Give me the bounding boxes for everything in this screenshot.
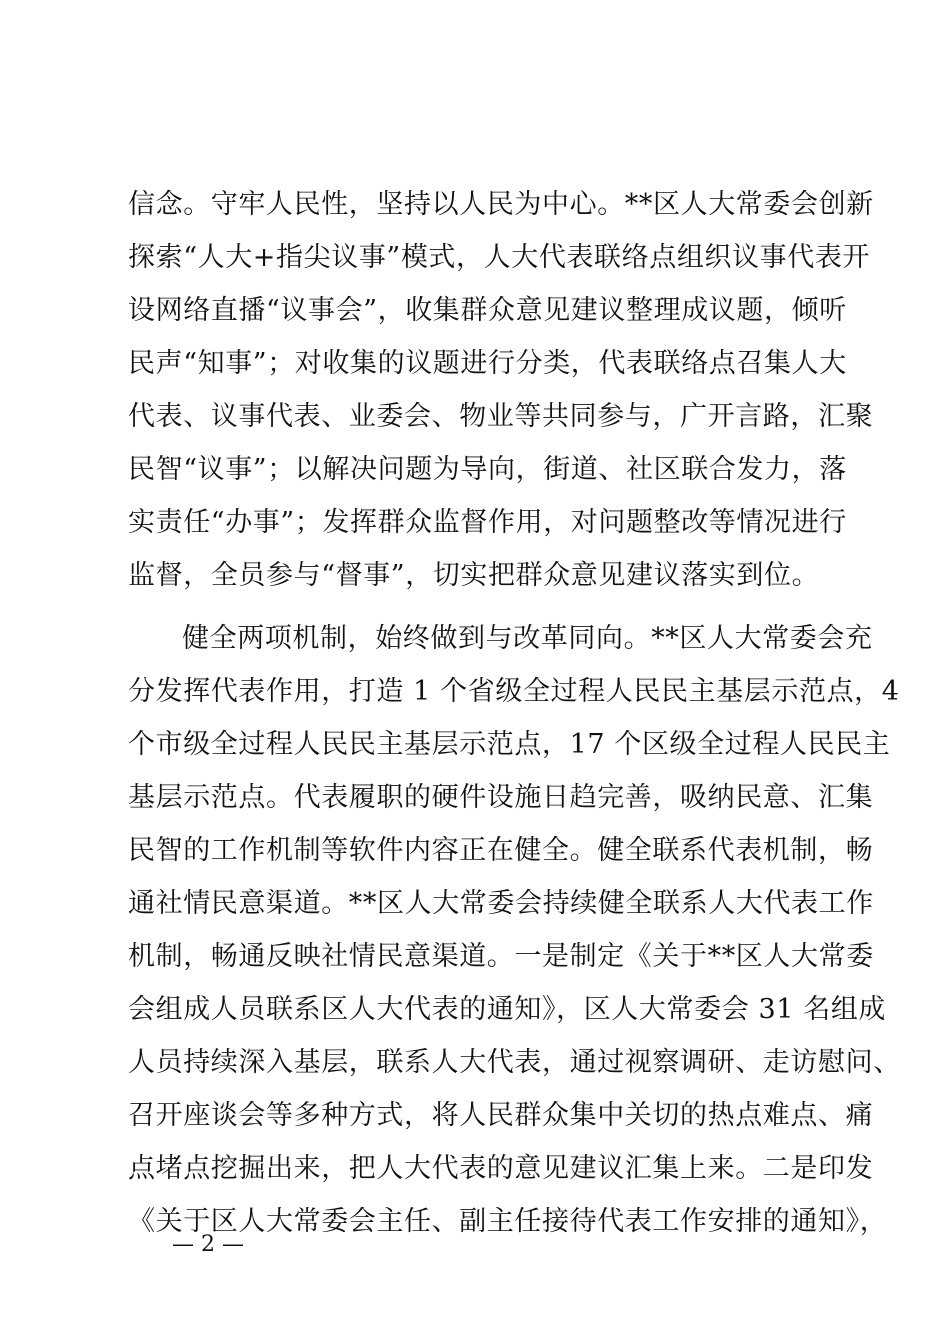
text-line: 民声“知事”；对收集的议题进行分类，代表联络点召集人大 (128, 348, 847, 379)
text-line: 信念。守牢人民性，坚持以人民为中心。**区人大常委会创新 (128, 189, 874, 220)
text-line: 人员持续深入基层，联系人大代表，通过视察调研、走访慰问、 (128, 1047, 901, 1078)
text-line: 基层示范点。代表履职的硬件设施日趋完善，吸纳民意、汇集 (128, 782, 874, 813)
text-line: 点堵点挖掘出来，把人大代表的意见建议汇集上来。二是印发 (128, 1153, 874, 1184)
text-line: 探索“人大+指尖议事”模式，人大代表联络点组织议事代表开 (128, 242, 871, 273)
text-line: 代表、议事代表、业委会、物业等共同参与，广开言路，汇聚 (128, 401, 874, 432)
paragraph-1 (128, 178, 874, 602)
text-line: 设网络直播“议事会”，收集群众意见建议整理成议题，倾听 (128, 295, 847, 326)
text-line: 机制，畅通反映社情民意渠道。一是制定《关于**区人大常委 (128, 941, 874, 972)
text-line: 民智“议事”；以解决问题为导向，街道、社区联合发力，落 (128, 454, 847, 485)
text-line: 实责任“办事”；发挥群众监督作用，对问题整改等情况进行 (128, 507, 847, 538)
paragraph-2 (128, 612, 901, 1248)
text-line: 分发挥代表作用，打造 1 个省级全过程人民民主基层示范点，4 (128, 676, 900, 707)
text-line: 健全两项机制，始终做到与改革同向。**区人大常委会充 (182, 623, 873, 654)
text-line: 《关于区人大常委会主任、副主任接待代表工作安排的通知》， (128, 1206, 888, 1237)
page-number: — 2 — (172, 1232, 244, 1257)
text-line: 民智的工作机制等软件内容正在健全。健全联系代表机制，畅 (128, 835, 874, 866)
text-line: 通社情民意渠道。**区人大常委会持续健全联系人大代表工作 (128, 888, 874, 919)
text-line: 个市级全过程人民民主基层示范点，17 个区级全过程人民民主 (128, 729, 891, 760)
text-line: 监督，全员参与“督事”，切实把群众意见建议落实到位。 (128, 560, 820, 591)
text-line: 会组成人员联系区人大代表的通知》，区人大常委会 31 名组成 (128, 994, 887, 1025)
text-line: 召开座谈会等多种方式，将人民群众集中关切的热点难点、痛 (128, 1100, 874, 1131)
body-text (128, 178, 901, 1248)
